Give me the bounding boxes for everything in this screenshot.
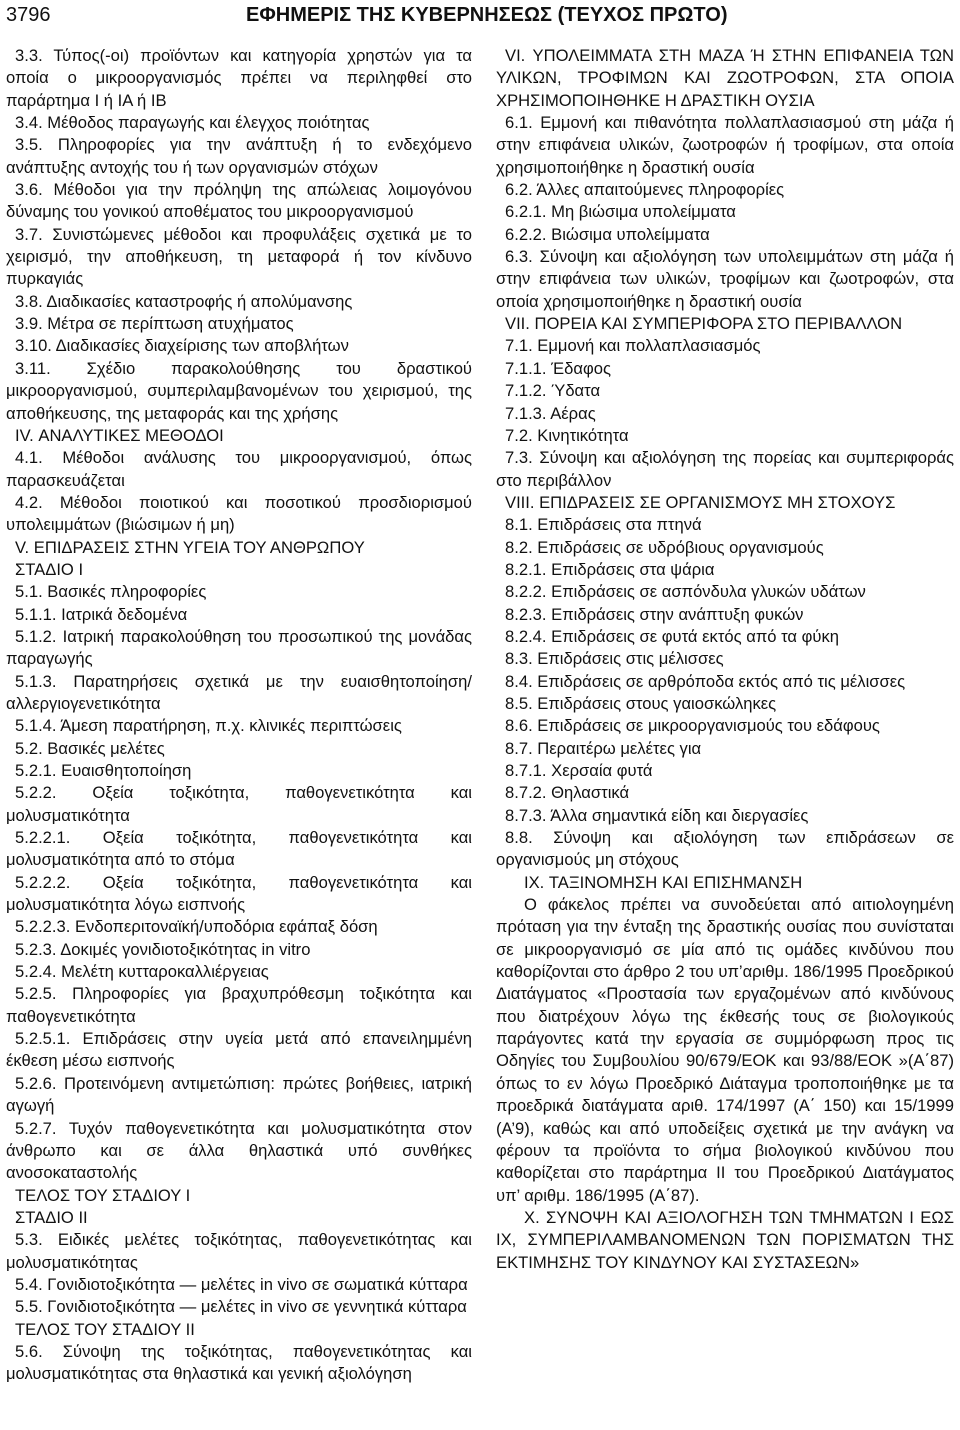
- item-8-8: 8.8. Σύνοψη και αξιολόγηση των επιδράσεων σε οργανισμούς μη στόχους: [496, 828, 954, 870]
- item-5-2-7: 5.2.7. Τυχόν παθογενετικότητα και μολυσματικότητα στον άνθρωπο και σε άλλα θηλαστικά υπό συνθήκες ανοσοκαταστολής: [6, 1118, 472, 1183]
- item-3-4: 3.4. Μέθοδος παραγωγής και έλεγχος ποιότητας: [15, 113, 370, 133]
- page-number: 3796: [6, 4, 51, 26]
- item-8-2-2: 8.2.2. Επιδράσεις σε ασπόνδυλα γλυκών υδάτων: [505, 582, 866, 602]
- item-5-2-6: 5.2.6. Προτεινόμενη αντιμετώπιση: πρώτες βοήθειες, ιατρική αγωγή: [6, 1073, 472, 1116]
- item-5-5: 5.5. Γονιδιοτοξικότητα — μελέτες in vivo σε γεννητικά κύτταρα: [15, 1297, 467, 1317]
- item-5-2-5-1: 5.2.5.1. Επιδράσεις στην υγεία μετά από επανειλημμένη έκθεση μέσω εισπνοής: [6, 1029, 472, 1071]
- item-6-3: 6.3. Σύνοψη και αξιολόγηση των υπολειμμάτων στη μάζα ή στην επιφάνεια των υλικών, τροφίμων και ζωοτροφών, στα οποία χρησιμοποιήθηκε η δραστική ουσία: [496, 247, 954, 311]
- item-5-2-1: 5.2.1. Ευαισθητοποίηση: [15, 761, 192, 780]
- item-7-1-3: 7.1.3. Αέρας: [505, 403, 596, 423]
- section-heading-v: V. ΕΠΙΔΡΑΣΕΙΣ ΣΤΗΝ ΥΓΕΙΑ ΤΟΥ ΑΝΘΡΩΠΟΥ: [15, 537, 365, 557]
- item-6-2-2: 6.2.2. Βιώσιμα υπολείμματα: [505, 224, 710, 244]
- section-heading-vi: VI. ΥΠΟΛΕΙΜΜΑΤΑ ΣΤΗ ΜΑΖΑ Ή ΣΤΗΝ ΕΠΙΦΑΝΕΙΑ ΤΩΝ ΥΛΙΚΩΝ, ΤΡΟΦΙΜΩΝ ΚΑΙ ΖΩΟΤΡΟΦΩΝ, ΣΤΑ ΟΠΟΙΑ ΧΡΗΣΙΜΟΠΟΙΗΘΗΚΕ Η ΔΡΑΣΤΙΚΗ ΟΥΣΙΑ: [496, 46, 954, 110]
- section-heading-viii: VIII. ΕΠΙΔΡΑΣΕΙΣ ΣΕ ΟΡΓΑΝΙΣΜΟΥΣ ΜΗ ΣΤΟΧΟΥΣ: [505, 492, 896, 512]
- item-3-5: 3.5. Πληροφορίες για την ανάπτυξη ή το ενδεχόμενο ανάπτυξης αντοχής του ή των οργανισμών στόχων: [6, 135, 472, 177]
- item-5-1-4: 5.1.4. Άμεση παρατήρηση, π.χ. κλινικές περιπτώσεις: [15, 716, 402, 736]
- stage-heading-1: ΣΤΑΔΙΟ I: [15, 559, 84, 579]
- item-7-1-1: 7.1.1. Έδαφος: [505, 358, 611, 378]
- stage-heading-2: ΣΤΑΔΙΟ II: [15, 1207, 88, 1227]
- item-3-6: 3.6. Μέθοδοι για την πρόληψη της απώλειας λοιμογόνου δύναμης του γονικού αποθέματος του μικροοργανισμού: [6, 180, 472, 222]
- stage-end-2: ΤΕΛΟΣ ΤΟΥ ΣΤΑΔΙΟΥ II: [15, 1319, 195, 1339]
- item-5-1-1: 5.1.1. Ιατρικά δεδομένα: [15, 604, 188, 624]
- gazette-title: ΕΦΗΜΕΡΙΣ ΤΗΣ ΚΥΒΕΡΝΗΣΕΩΣ (ΤΕΥΧΟΣ ΠΡΩΤΟ): [246, 4, 728, 26]
- item-7-3: 7.3. Σύνοψη και αξιολόγηση της πορείας και συμπεριφοράς στο περιβάλλον: [496, 448, 954, 490]
- item-6-2: 6.2. Άλλες απαιτούμενες πληροφορίες: [505, 180, 785, 200]
- item-3-8: 3.8. Διαδικασίες καταστροφής ή απολύμανσης: [15, 291, 353, 311]
- item-8-7-3: 8.7.3. Άλλα σημαντικά είδη και διεργασίες: [505, 805, 809, 825]
- item-7-1: 7.1. Εμμονή και πολλαπλασιασμός: [505, 336, 761, 356]
- item-5-2-2: 5.2.2. Οξεία τοξικότητα, παθογενετικότητα και μολυσματικότητα: [6, 783, 472, 825]
- section-heading-ix: IX. ΤΑΞΙΝΟΜΗΣΗ ΚΑΙ ΕΠΙΣΗΜΑΝΣΗ: [524, 872, 803, 892]
- section-heading-x: X. ΣΥΝΟΨΗ ΚΑΙ ΑΞΙΟΛΟΓΗΣΗ ΤΩΝ ΤΜΗΜΑΤΩΝ I ΕΩΣ IX, ΣΥΜΠΕΡΙΛΑΜΒΑΝΟΜΕΝΩΝ ΤΩΝ ΠΟΡΙΣΜΑΤΩΝ ΤΗΣ ΕΚΤΙΜΗΣΗΣ ΤΟΥ ΚΙΝΔΥΝΟΥ ΚΑΙ ΣΥΣΤΑΣΕΩΝ»: [496, 1207, 954, 1272]
- item-5-1: 5.1. Βασικές πληροφορίες: [15, 582, 207, 602]
- item-8-3: 8.3. Επιδράσεις στις μέλισσες: [505, 649, 724, 669]
- two-column-body: [6, 45, 954, 1386]
- item-5-6: 5.6. Σύνοψη της τοξικότητας, παθογενετικότητας και μολυσματικότητας στα θηλαστικά και γενική αξιολόγηση: [6, 1341, 472, 1384]
- item-4-2: 4.2. Μέθοδοι ποιοτικού και ποσοτικού προσδιορισμού υπολειμμάτων (βιώσιμων ή μη): [6, 492, 472, 535]
- left-column: [6, 45, 472, 1386]
- item-5-4: 5.4. Γονιδιοτοξικότητα — μελέτες in vivo σε σωματικά κύτταρα: [15, 1274, 468, 1294]
- item-8-1: 8.1. Επιδράσεις στα πτηνά: [505, 515, 702, 535]
- item-7-2: 7.2. Κινητικότητα: [505, 425, 629, 445]
- item-6-1: 6.1. Εμμονή και πιθανότητα πολλαπλασιασμού στη μάζα ή στην επιφάνεια υλικών, ζωοτροφών ή τροφίμων, στα οποία χρησιμοποιήθηκε η δραστική ουσία: [496, 113, 954, 177]
- item-5-2-5: 5.2.5. Πληροφορίες για βραχυπρόθεσμη τοξικότητα και παθογενετικότητα: [6, 984, 472, 1026]
- item-5-1-2: 5.1.2. Ιατρική παρακολούθηση του προσωπικού της μονάδας παραγωγής: [6, 626, 472, 669]
- item-8-2-1: 8.2.1. Επιδράσεις στα ψάρια: [505, 559, 715, 579]
- item-3-9: 3.9. Μέτρα σε περίπτωση ατυχήματος: [15, 314, 294, 334]
- item-5-2: 5.2. Βασικές μελέτες: [15, 738, 165, 758]
- item-5-2-3: 5.2.3. Δοκιμές γονιδιοτοξικότητας in vitro: [15, 939, 311, 959]
- item-3-10: 3.10. Διαδικασίες διαχείρισης των αποβλήτων: [15, 336, 349, 356]
- item-5-3: 5.3. Ειδικές μελέτες τοξικότητας, παθογενετικότητας και μολυσματικότητας: [6, 1230, 472, 1272]
- right-column: [496, 45, 954, 1386]
- item-8-2-3: 8.2.3. Επιδράσεις στην ανάπτυξη φυκών: [505, 604, 804, 624]
- item-8-7-1: 8.7.1. Χερσαία φυτά: [505, 761, 653, 780]
- item-3-11: 3.11. Σχέδιο παρακολούθησης του δραστικού μικροοργανισμού, συμπεριλαμβανομένων του χειρισμού, της αποθήκευσης, της μεταφοράς και της χρήσης: [6, 358, 472, 423]
- item-5-2-2-2: 5.2.2.2. Οξεία τοξικότητα, παθογενετικότητα και μολυσματικότητα λόγω εισπνοής: [6, 872, 472, 915]
- item-8-2: 8.2. Επιδράσεις σε υδρόβιους οργανισμούς: [505, 537, 824, 557]
- item-7-1-2: 7.1.2. Ύδατα: [505, 381, 601, 401]
- item-3-3: 3.3. Τύπος(-οι) προϊόντων και κατηγορία χρηστών για τα οποία ο μικροοργανισμός πρέπει να περιληφθεί στο παράρτημα I ή IA ή IB: [6, 46, 472, 110]
- item-5-2-4: 5.2.4. Μελέτη κυτταροκαλλιέργειας: [15, 962, 269, 982]
- item-3-7: 3.7. Συνιστώμενες μέθοδοι και προφυλάξεις σχετικά με το χειρισμό, την αποθήκευση, τη μεταφορά ή τον κίνδυνο πυρκαγιάς: [6, 224, 472, 289]
- item-4-1: 4.1. Μέθοδοι ανάλυσης του μικροοργανισμού, όπως παρασκευάζεται: [6, 448, 472, 490]
- page-header: [6, 4, 954, 44]
- section-heading-vii: VII. ΠΟΡΕΙΑ ΚΑΙ ΣΥΜΠΕΡΙΦΟΡΑ ΣΤΟ ΠΕΡΙΒΑΛΛΟΝ: [505, 314, 903, 334]
- item-8-5: 8.5. Επιδράσεις στους γαιοσκώληκες: [505, 693, 777, 713]
- section-heading-iv: IV. ΑΝΑΛΥΤΙΚΕΣ ΜΕΘΟΔΟΙ: [15, 425, 224, 445]
- stage-end-1: ΤΕΛΟΣ ΤΟΥ ΣΤΑΔΙΟΥ I: [15, 1185, 191, 1205]
- item-8-7-2: 8.7.2. Θηλαστικά: [505, 783, 630, 803]
- item-6-2-1: 6.2.1. Μη βιώσιμα υπολείμματα: [505, 202, 736, 222]
- item-8-2-4: 8.2.4. Επιδράσεις σε φυτά εκτός από τα φύκη: [505, 626, 839, 646]
- item-8-7: 8.7. Περαιτέρω μελέτες για: [505, 738, 702, 758]
- item-8-6: 8.6. Επιδράσεις σε μικροοργανισμούς του εδάφους: [505, 716, 880, 736]
- item-5-1-3: 5.1.3. Παρατηρήσεις σχετικά με την ευαισθητοποίηση/αλλεργιογενετικότητα: [6, 671, 472, 713]
- classification-paragraph: Ο φάκελος πρέπει να συνοδεύεται από αιτιολογημένη πρόταση για την ένταξη της δραστικής ουσίας που συνίσταται σε μικροοργανισμό σε μία από τις ομάδες κινδύνου που καθορίζονται στο άρθρο 2 του υπ’αριθμ. 186/1995 Προεδρικού Διατάγματος «Προστασία των εργαζομένων από κινδύνους που διατρέχουν λόγω της έκθεσής τους σε βιολογικούς παράγοντες κατά την εργασία σε συμμόρφωση προς τις Οδηγίες του Συμβουλίου 90/679/ΕΟΚ και 93/88/ΕΟΚ »(Α΄87) όπως το εν λόγω Προεδρικό Διάταγμα τροποποιήθηκε με τα προεδρικά διατάγματα αριθ. 174/1997 (Α΄ 150) και 15/1999 (Α’9), καθώς και από υποδείξεις σχετικά με την ανάγκη να φέρουν τα προϊόντα το σήμα βιολογικού κινδύνου που καθορίζεται στο παράρτημα II του Προεδρικού Διατάγματος υπ’ αριθμ. 186/1995 (Α΄87).: [496, 895, 954, 1205]
- item-5-2-2-1: 5.2.2.1. Οξεία τοξικότητα, παθογενετικότητα και μολυσματικότητα από το στόμα: [6, 828, 472, 870]
- item-8-4: 8.4. Επιδράσεις σε αρθρόποδα εκτός από τις μέλισσες: [505, 671, 906, 691]
- item-5-2-2-3: 5.2.2.3. Ενδοπεριτοναϊκή/υποδόρια εφάπαξ δόση: [15, 917, 378, 937]
